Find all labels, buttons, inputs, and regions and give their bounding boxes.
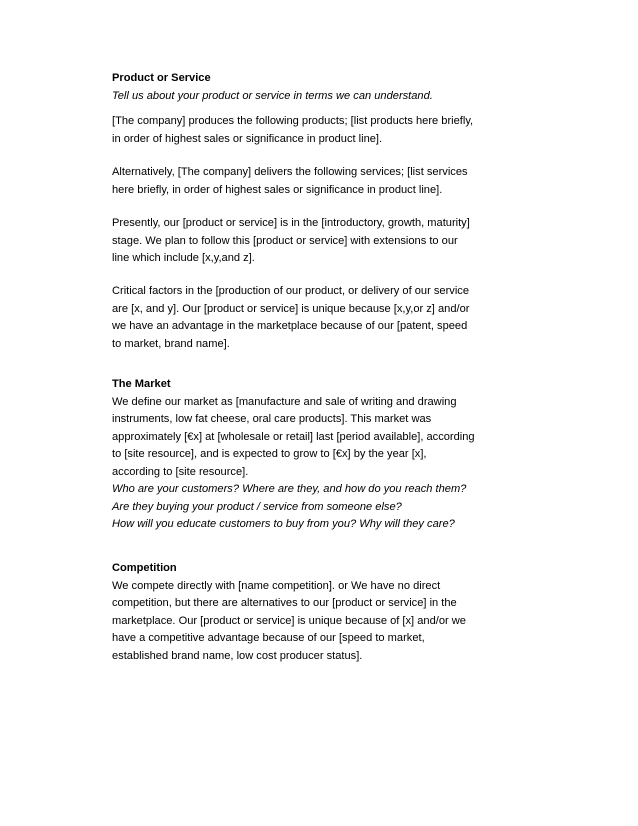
paragraph-line: established brand name, low cost producer status]. — [112, 649, 363, 662]
question-line: Are they buying your product / service from someone else? — [112, 500, 402, 513]
question-line: How will you educate customers to buy from you? Why will they care? — [112, 518, 455, 531]
question-line: Who are your customers? Where are they, and how do you reach them? — [112, 483, 467, 495]
paragraph-line: We compete directly with [name competition]. or We have no direct — [112, 579, 441, 592]
paragraph-line: Presently, our [product or service] is in the [introductory, growth, maturity] — [112, 217, 470, 229]
paragraph-line: approximately [€x] at [wholesale or retail] last [period available], according — [112, 430, 475, 443]
paragraph-line: [The company] produces the following products; [list products here briefly, — [112, 115, 474, 127]
product-paragraph-2 — [112, 164, 497, 199]
paragraph-line: have a competitive advantage because of our [speed to market, — [112, 632, 425, 645]
product-section-header — [112, 70, 497, 105]
market-heading: The Market — [112, 378, 171, 390]
paragraph-line: Critical factors in the [production of our product, or delivery of our service — [112, 285, 470, 297]
market-questions — [112, 481, 497, 534]
product-heading: Product or Service — [112, 72, 211, 84]
product-intro: Tell us about your product or service in terms we can understand. — [112, 89, 433, 102]
product-paragraph-1 — [112, 113, 497, 148]
product-paragraph-3 — [112, 215, 497, 268]
paragraph-line: to [site resource], and is expected to grow to [€x] by the year [x], — [112, 448, 427, 461]
paragraph-line: to market, brand name]. — [112, 337, 230, 350]
paragraph-line: here briefly, in order of highest sales or significance in product line]. — [112, 183, 443, 196]
competition-section — [112, 560, 497, 666]
paragraph-line: stage. We plan to follow this [product or service] with extensions to our — [112, 234, 458, 247]
paragraph-line: Alternatively, [The company] delivers the following services; [list services — [112, 166, 468, 178]
competition-heading: Competition — [112, 562, 177, 574]
product-paragraph-4 — [112, 283, 497, 353]
paragraph-line: line which include [x,y,and z]. — [112, 252, 255, 265]
paragraph-line: We define our market as [manufacture and sale of writing and drawing — [112, 395, 457, 408]
paragraph-line: we have an advantage in the marketplace because of our [patent, speed — [112, 320, 468, 333]
paragraph-line: marketplace. Our [product or service] is unique because of [x] and/or we — [112, 614, 466, 627]
paragraph-line: in order of highest sales or significance in product line]. — [112, 132, 383, 145]
paragraph-line: according to [site resource]. — [112, 465, 249, 478]
paragraph-line: instruments, low fat cheese, oral care products]. This market was — [112, 413, 432, 426]
paragraph-line: are [x, and y]. Our [product or service] is unique because [x,y,or z] and/or — [112, 302, 470, 315]
market-section — [112, 376, 497, 482]
paragraph-line: competition, but there are alternatives to our [product or service] in the — [112, 597, 457, 610]
